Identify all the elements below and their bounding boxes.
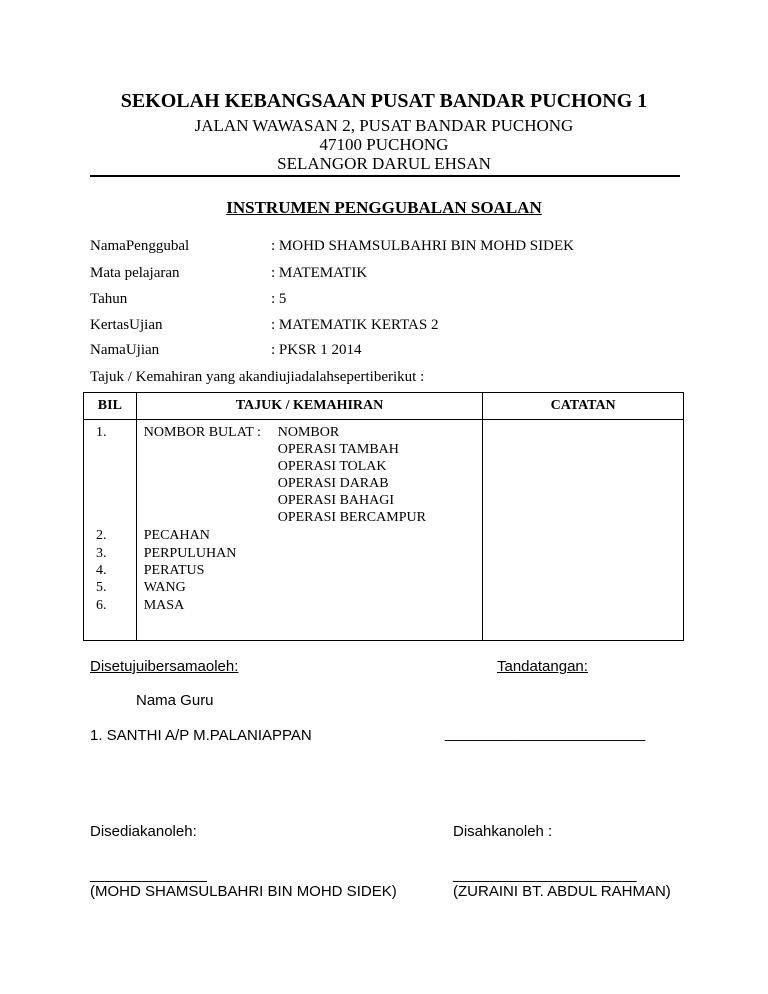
topic-wang: WANG — [143, 580, 186, 595]
header-catatan: CATATAN — [483, 393, 684, 420]
header-tajuk: TAJUK / KEMAHIRAN — [136, 393, 483, 420]
info-value-year: : 5 — [271, 291, 287, 307]
school-name: SEKOLAH KEBANGSAAN PUSAT BANDAR PUCHONG 1 — [120, 90, 648, 112]
agreed-by-label: Disetujuibersamaoleh: — [90, 658, 239, 675]
info-label-subject: Mata pelajaran — [90, 265, 180, 281]
subtopic-operasi-bercampur: OPERASI BERCAMPUR — [277, 510, 426, 525]
info-value-name: : MOHD SHAMSULBAHRI BIN MOHD SIDEK — [271, 238, 574, 254]
document-title: INSTRUMEN PENGGUBALAN SOALAN — [226, 198, 542, 217]
header-bil: BIL — [84, 393, 137, 420]
catatan-cell — [483, 420, 684, 641]
bil-6: 6. — [96, 598, 107, 613]
topics-intro: Tajuk / Kemahiran yang akandiujiadalahsepertiberikut : — [90, 369, 425, 385]
info-label-exam: NamaUjian — [90, 342, 160, 358]
approved-by-name: (ZURAINI BT. ABDUL RAHMAN) — [453, 883, 671, 900]
topics-table — [83, 392, 684, 641]
subtopic-operasi-tolak: OPERASI TOLAK — [277, 459, 387, 474]
info-value-paper: : MATEMATIK KERTAS 2 — [271, 317, 439, 333]
teacher-heading: Nama Guru — [136, 692, 214, 709]
bil-5: 5. — [96, 580, 107, 595]
signature-label: Tandatangan: — [497, 658, 588, 675]
bil-2: 2. — [96, 528, 107, 543]
prepared-by-label: Disediakanoleh: — [90, 823, 197, 840]
bil-cell — [84, 420, 137, 641]
subtopic-operasi-bahagi: OPERASI BAHAGI — [277, 493, 395, 508]
table-header-row — [84, 393, 684, 420]
approved-by-label: Disahkanoleh : — [453, 823, 553, 840]
topic-nombor-bulat: NOMBOR BULAT : — [143, 425, 261, 440]
info-label-name: NamaPenggubal — [90, 238, 190, 254]
approved-signature-line: ______________________ — [453, 866, 637, 883]
topic-peratus: PERATUS — [143, 563, 205, 578]
address-line-3: SELANGOR DARUL EHSAN — [277, 154, 491, 173]
topic-masa: MASA — [143, 598, 185, 613]
address-line-2: 47100 PUCHONG — [319, 135, 449, 154]
info-value-subject: : MATEMATIK — [271, 265, 368, 281]
info-value-exam: : PKSR 1 2014 — [271, 342, 362, 358]
topic-perpuluhan: PERPULUHAN — [143, 546, 237, 561]
topic-pecahan: PECAHAN — [143, 528, 210, 543]
prepared-by-name: (MOHD SHAMSULBAHRI BIN MOHD SIDEK) — [90, 883, 397, 900]
subtopic-operasi-darab: OPERASI DARAB — [277, 476, 389, 491]
header-divider — [90, 175, 680, 177]
address-line-1: JALAN WAWASAN 2, PUSAT BANDAR PUCHONG — [194, 116, 574, 135]
tajuk-cell — [136, 420, 483, 641]
table-row — [84, 420, 684, 641]
subtopic-operasi-tambah: OPERASI TAMBAH — [277, 442, 399, 457]
info-label-paper: KertasUjian — [90, 317, 163, 333]
bil-4: 4. — [96, 563, 107, 578]
info-label-year: Tahun — [90, 291, 128, 307]
prepared-signature-line: ______________ — [90, 866, 207, 883]
teacher-name-1: 1. SANTHI A/P M.PALANIAPPAN — [90, 727, 312, 744]
subtopic-nombor: NOMBOR — [277, 425, 340, 440]
teacher-signature-line: ________________________ — [445, 725, 646, 742]
bil-1: 1. — [96, 425, 107, 440]
bil-3: 3. — [96, 546, 107, 561]
